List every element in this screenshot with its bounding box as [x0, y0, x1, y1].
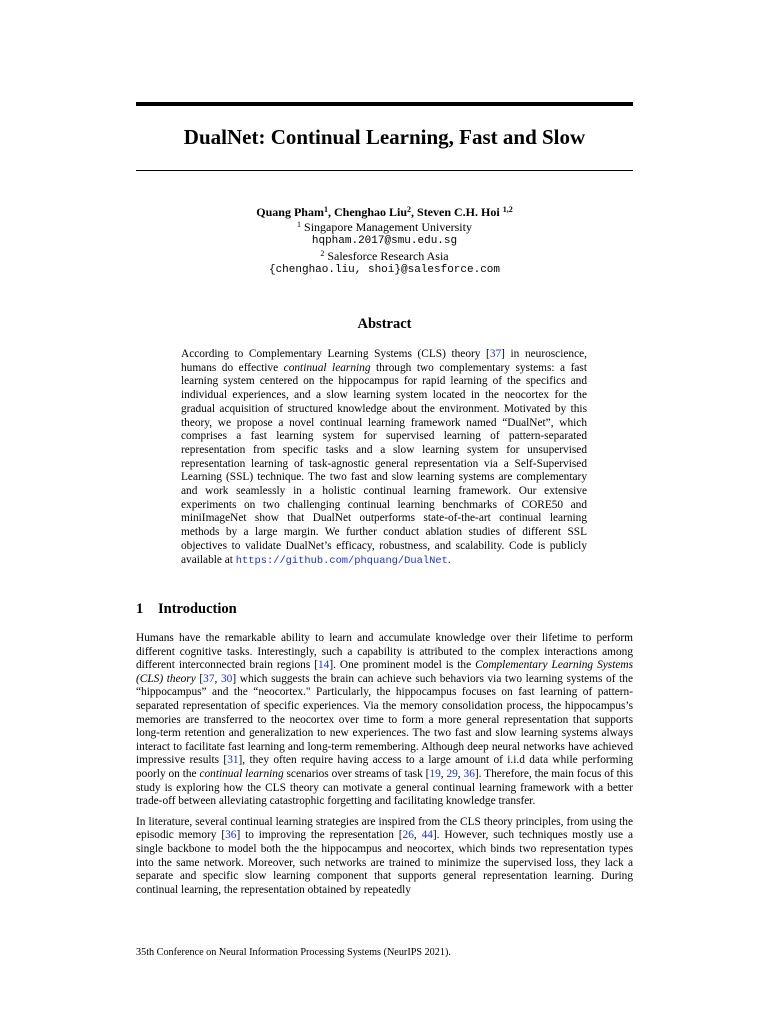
introduction-body: [136, 632, 633, 904]
body-text: ]. However, such techniques mostly use a single backbone to model both the the hippocampus and neocortex, which binds two representation types into the same network. Moreover, such networks are trained to minimize the supervised loss, they lack a separate and specific slow learning component that supports general representation learning. During continual learning, the representation obtained by repeatedly: [136, 829, 633, 896]
author-separator: ,: [411, 205, 418, 219]
author-steven-hoi: Steven C.H. Hoi: [417, 205, 500, 219]
author-block: [136, 205, 633, 278]
citation-link[interactable]: 29: [446, 767, 458, 780]
body-text: ] which suggests the brain can achieve such behaviors via two learning systems of the “hippocampus” and the “neocortex." Particularly, the hippocampus focuses on fast learning of pattern-separated representation of specific experiences. Via the memory consolidation process, the hippocampus’s memories are transferred to the neocortex over time to form a more general representation that supports long-term retention and generalization to new experiences. The two fast and slow learning systems always interact to facilitate fast learning and long-term remembering. Although deep neural networks have achieved impressive results [: [136, 672, 633, 767]
body-text: In literature, several continual learning strategies are inspired from the CLS theory principles, from using the episodic memory [: [136, 815, 633, 842]
intro-paragraph-2: [136, 816, 633, 898]
citation-link[interactable]: 36: [225, 829, 237, 842]
affiliation-2-sup: 2: [320, 248, 325, 258]
body-text: ]. Therefore, the main focus of this study is exploring how the CLS theory can motivate a general continual learning framework with a better trade-off between alleviating catastrophic forgetting and facilitating knowledge transfer.: [136, 767, 634, 808]
affiliation-2-name: Salesforce Research Asia: [327, 248, 449, 263]
section-title: Introduction: [158, 601, 237, 617]
citation-link[interactable]: 19: [429, 767, 441, 780]
body-text: ,: [214, 672, 221, 685]
author-quang-pham: Quang Pham: [256, 205, 324, 219]
affiliation-1-sup: 1: [297, 219, 302, 229]
abstract-text: ] in neuroscience, humans do effective: [181, 348, 587, 374]
abstract-heading: Abstract: [357, 316, 412, 332]
abstract-text: .: [447, 553, 451, 566]
affiliation-1-email: hqpham.2017@smu.edu.sg: [311, 235, 458, 247]
body-text: ,: [440, 767, 447, 780]
emphasis-continual-learning: continual learning: [199, 767, 284, 780]
author-separator: ,: [327, 205, 334, 219]
affiliation-1-name: Singapore Management University: [304, 219, 472, 234]
section-number: 1: [136, 601, 144, 617]
title-top-rule: [136, 102, 633, 106]
body-text: Humans have the remarkable ability to learn and accumulate knowledge over their lifetime to perform different cognitive tasks. Interestingly, such a capability is attributed to the complex interactions among different interconnected brain regions [: [136, 632, 633, 672]
emphasis-continual-learning: continual learning: [283, 361, 371, 374]
author-names: [136, 205, 633, 220]
citation-link[interactable]: 37: [489, 348, 502, 360]
author-quang-pham-affil: 1: [323, 205, 328, 214]
affiliation-2-email: {chenghao.liu, shoi}@salesforce.com: [268, 264, 501, 276]
paper-title: DualNet: Continual Learning, Fast and Slow: [183, 125, 586, 149]
citation-link[interactable]: 26: [402, 829, 414, 842]
author-chenghao-liu-affil: 2: [407, 205, 412, 214]
body-text: ], they often require having access to a large amount of i.i.d data while performing poorly on the: [136, 754, 633, 780]
body-text: [: [195, 672, 204, 685]
author-steven-hoi-affil: 1,2: [502, 205, 513, 214]
author-chenghao-liu: Chenghao Liu: [333, 205, 408, 219]
citation-link[interactable]: 30: [220, 672, 233, 685]
citation-link[interactable]: 44: [421, 829, 433, 842]
section-heading-introduction: [136, 600, 237, 618]
abstract-paragraph: [181, 348, 587, 568]
abstract-text: According to Complementary Learning Systems (CLS) theory [: [181, 348, 490, 360]
body-text: ,: [413, 829, 422, 842]
code-url-link[interactable]: https://github.com/phquang/DualNet: [235, 554, 448, 567]
body-text: scenarios over streams of task [: [283, 767, 430, 780]
affiliation-1: [136, 220, 633, 235]
body-text: ] to improving the representation [: [236, 829, 403, 842]
intro-paragraph-1: [136, 632, 633, 809]
abstract-text: through two complementary systems: a fast learning system centered on the hippocampus for rapid learning of the specifics and individual experiences, and a slow learning system located in the neocortex for the gradual acquisition of structured knowledge about the environment. Motivated by this theory, we propose a novel continual learning framework named “DualNet”, which comprises a fast learning system for supervised learning of pattern-separated representation from specific tasks and a slow learning system for unsupervised representation learning of task-agnostic general representation via a Self-Supervised Learning (SSL) technique. The two fast and slow learning systems are complementary and work seamlessly in a holistic continual learning framework. Our extensive experiments on two challenging continual learning benchmarks of CORE50 and miniImageNet show that DualNet outperforms state-of-the-art continual learning methods by a large margin. We further conduct ablation studies of different SSL objectives to validate DualNet’s efficacy, robustness, and scalability. Code is publicly available at: [181, 361, 587, 566]
citation-link[interactable]: 37: [203, 672, 215, 685]
citation-link[interactable]: 36: [463, 767, 475, 780]
citation-link[interactable]: 14: [317, 659, 330, 672]
emphasis-cls-theory: Complementary Learning Systems (CLS) theory: [136, 659, 633, 685]
conference-footnote: 35th Conference on Neural Information Processing Systems (NeurIPS 2021).: [136, 947, 451, 958]
affiliation-2: [136, 249, 633, 264]
title-bottom-rule: [136, 170, 633, 171]
body-text: ]. One prominent model is the: [329, 659, 476, 672]
abstract-body: [181, 348, 587, 568]
citation-link[interactable]: 31: [227, 754, 239, 767]
body-text: ,: [457, 767, 464, 780]
